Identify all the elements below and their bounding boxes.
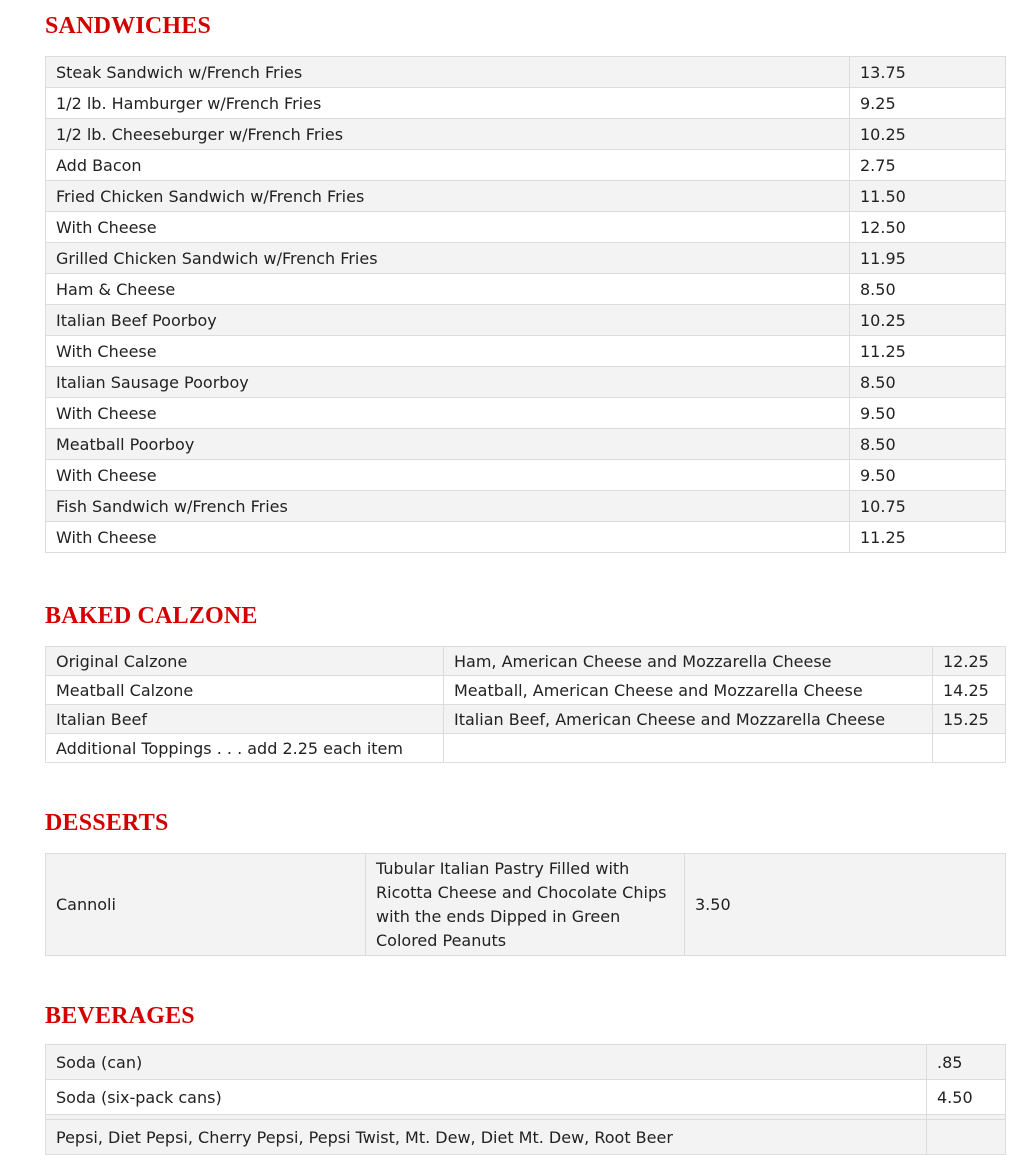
table-row [46,460,1006,491]
table-row [46,491,1006,522]
item-name: Steak Sandwich w/French Fries [46,57,850,88]
item-price: 11.95 [850,243,1006,274]
item-price: 11.25 [850,522,1006,553]
item-name: 1/2 lb. Hamburger w/French Fries [46,88,850,119]
table-row [46,212,1006,243]
beverages-title: BEVERAGES [45,1003,195,1029]
calzone-section [45,602,1005,763]
beverages-table [45,1044,1006,1155]
item-name: Soda (can) [46,1045,927,1080]
table-row [46,429,1006,460]
table-row [46,119,1006,150]
table-row [46,522,1006,553]
item-name: Soda (six-pack cans) [46,1080,927,1115]
item-name: With Cheese [46,398,850,429]
item-price: 10.75 [850,491,1006,522]
item-price: 9.50 [850,460,1006,491]
table-row [46,398,1006,429]
item-price: 8.50 [850,429,1006,460]
table-row [46,1045,1006,1080]
soda-flavors: Pepsi, Diet Pepsi, Cherry Pepsi, Pepsi Twist, Mt. Dew, Diet Mt. Dew, Root Beer [46,1120,927,1155]
desserts-section [45,809,1005,956]
calzone-table [45,646,1006,763]
item-name: With Cheese [46,460,850,491]
table-row [46,734,1006,763]
beverages-section [45,1002,1005,1155]
table-row [46,150,1006,181]
item-price: 12.25 [933,647,1006,676]
item-name: With Cheese [46,212,850,243]
item-price: 2.75 [850,150,1006,181]
item-name: Fish Sandwich w/French Fries [46,491,850,522]
item-name: Meatball Poorboy [46,429,850,460]
item-price: 8.50 [850,367,1006,398]
item-name: Original Calzone [46,647,444,676]
item-price: 8.50 [850,274,1006,305]
item-price [933,734,1006,763]
item-name: Meatball Calzone [46,676,444,705]
item-name: With Cheese [46,336,850,367]
item-price: 3.50 [685,854,1006,956]
item-description: Italian Beef, American Cheese and Mozzarella Cheese [444,705,933,734]
item-price: 15.25 [933,705,1006,734]
item-name: Fried Chicken Sandwich w/French Fries [46,181,850,212]
item-name: Cannoli [46,854,366,956]
item-name: Ham & Cheese [46,274,850,305]
table-row [46,274,1006,305]
item-name: 1/2 lb. Cheeseburger w/French Fries [46,119,850,150]
item-name: Italian Beef Poorboy [46,305,850,336]
item-price: 13.75 [850,57,1006,88]
item-name: With Cheese [46,522,850,553]
item-price: 11.25 [850,336,1006,367]
item-price: 12.50 [850,212,1006,243]
table-row [46,305,1006,336]
desserts-table [45,853,1006,956]
item-name: Italian Sausage Poorboy [46,367,850,398]
sandwiches-title: SANDWICHES [45,13,212,39]
item-price: .85 [927,1045,1006,1080]
table-row [46,1080,1006,1115]
item-name: Additional Toppings . . . add 2.25 each item [46,734,444,763]
item-description: Meatball, American Cheese and Mozzarella Cheese [444,676,933,705]
table-row [46,181,1006,212]
table-row [46,647,1006,676]
table-row [46,88,1006,119]
item-name: Italian Beef [46,705,444,734]
item-description [444,734,933,763]
table-row [46,676,1006,705]
item-price: 9.25 [850,88,1006,119]
table-row [46,854,1006,956]
table-row [46,1120,1006,1155]
sandwiches-table [45,56,1006,553]
item-price: 10.25 [850,119,1006,150]
item-name: Grilled Chicken Sandwich w/French Fries [46,243,850,274]
item-price: 4.50 [927,1080,1006,1115]
table-row [46,57,1006,88]
table-row [46,705,1006,734]
item-price: 14.25 [933,676,1006,705]
table-row [46,367,1006,398]
sandwiches-section [45,12,1005,553]
item-name: Add Bacon [46,150,850,181]
calzone-title: BAKED CALZONE [45,603,258,629]
item-description: Tubular Italian Pastry Filled with Ricotta Cheese and Chocolate Chips with the ends Dipped in Green Colored Peanuts [366,854,685,956]
desserts-title: DESSERTS [45,810,169,836]
table-row [46,243,1006,274]
item-price: 9.50 [850,398,1006,429]
item-description: Ham, American Cheese and Mozzarella Cheese [444,647,933,676]
table-row [46,336,1006,367]
item-price: 10.25 [850,305,1006,336]
item-price: 11.50 [850,181,1006,212]
